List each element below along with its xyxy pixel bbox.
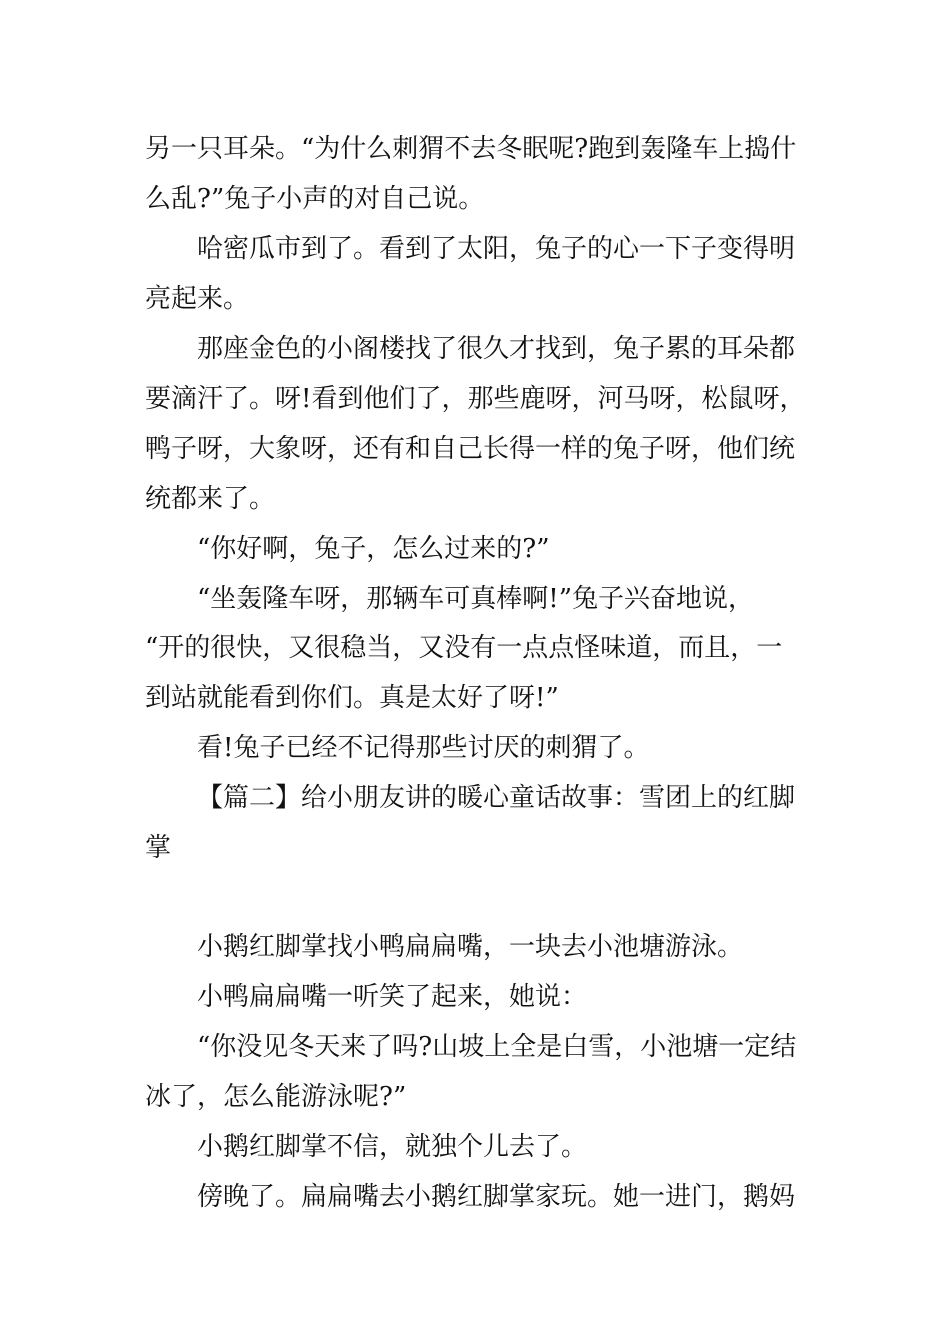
- text-line-16: 小鹅红脚掌找小鸭扁扁嘴，一块去小池塘游泳。: [197, 932, 744, 962]
- text-line-12: 到站就能看到你们。真是太好了呀!”: [145, 683, 559, 713]
- text-line-18: “你没见冬天来了吗?山坡上全是白雪，小池塘一定结: [197, 1032, 797, 1062]
- text-line-4: 亮起来。: [145, 284, 250, 314]
- text-line-1: 另一只耳朵。“为什么刺猬不去冬眠呢?跑到轰隆车上捣什: [145, 134, 797, 164]
- text-line-20: 小鹅红脚掌不信，就独个儿去了。: [197, 1132, 588, 1162]
- text-line-9: “你好啊，兔子，怎么过来的?”: [197, 534, 550, 564]
- text-line-11: “开的很快，又很稳当，又没有一点点怪味道，而且，一: [145, 633, 783, 663]
- section-heading-line-1: 【篇二】给小朋友讲的暖心童话故事：雪团上的红脚: [197, 783, 796, 813]
- text-line-6: 要滴汗了。呀!看到他们了，那些鹿呀，河马呀，松鼠呀，: [145, 384, 806, 414]
- section-heading-line-2: 掌: [145, 833, 172, 863]
- text-line-3: 哈密瓜市到了。看到了太阳，兔子的心一下子变得明: [197, 234, 796, 264]
- text-line-10: “坐轰隆车呀，那辆车可真棒啊!”兔子兴奋地说，: [197, 584, 755, 614]
- text-line-21: 傍晚了。扁扁嘴去小鹅红脚掌家玩。她一进门，鹅妈: [197, 1182, 796, 1212]
- text-line-7: 鸭子呀，大象呀，还有和自己长得一样的兔子呀，他们统: [145, 434, 796, 464]
- text-line-19: 冰了，怎么能游泳呢?”: [145, 1082, 407, 1112]
- text-line-2: 么乱?”兔子小声的对自己说。: [145, 184, 485, 214]
- text-line-13: 看!兔子已经不记得那些讨厌的刺猬了。: [197, 733, 650, 763]
- text-line-17: 小鸭扁扁嘴一听笑了起来，她说：: [197, 982, 588, 1012]
- text-line-5: 那座金色的小阁楼找了很久才找到，兔子累的耳朵都: [197, 334, 796, 364]
- text-line-8: 统都来了。: [145, 484, 276, 514]
